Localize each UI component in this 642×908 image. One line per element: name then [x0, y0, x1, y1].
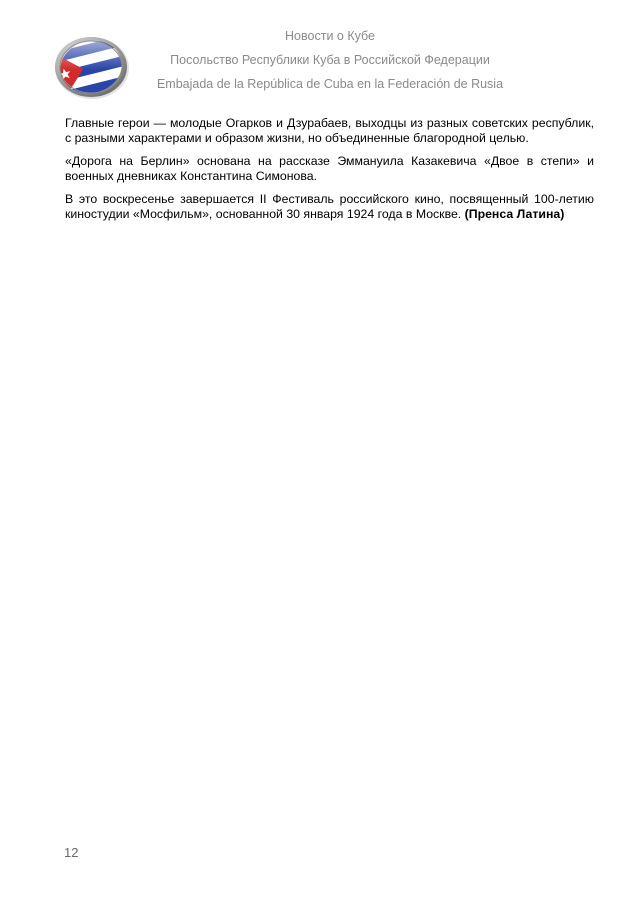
paragraph-text: «Дорога на Берлин» основана на рассказе Эммануила Казакевича «Двое в степи» и военных дневниках Константина Симонова.	[65, 153, 594, 184]
news-source: (Пренса Латина)	[464, 207, 565, 222]
paragraph-text: Главные герои — молодые Огарков и Дзурабаев, выходцы из разных советских республик, с разными характерами и образом жизни, но объединенные благородной целью.	[65, 116, 594, 146]
paragraph	[65, 192, 594, 222]
header-subtitle-es: Embajada de la República de Cuba en la Federación de Rusia	[156, 77, 504, 91]
paragraph	[65, 116, 594, 146]
page-number: 12	[64, 845, 79, 860]
paragraph	[65, 154, 594, 184]
article-body	[65, 116, 594, 230]
paragraph-text: В это воскресенье завершается II Фестиваль российского кино, посвященный 100-летию киностудии «Мосфильм», основанной 30 января 1924 года в Москве.	[65, 191, 594, 222]
header-subtitle-ru: Посольство Республики Куба в Российской Федерации	[170, 53, 490, 67]
header-title: Новости о Кубе	[285, 29, 375, 43]
